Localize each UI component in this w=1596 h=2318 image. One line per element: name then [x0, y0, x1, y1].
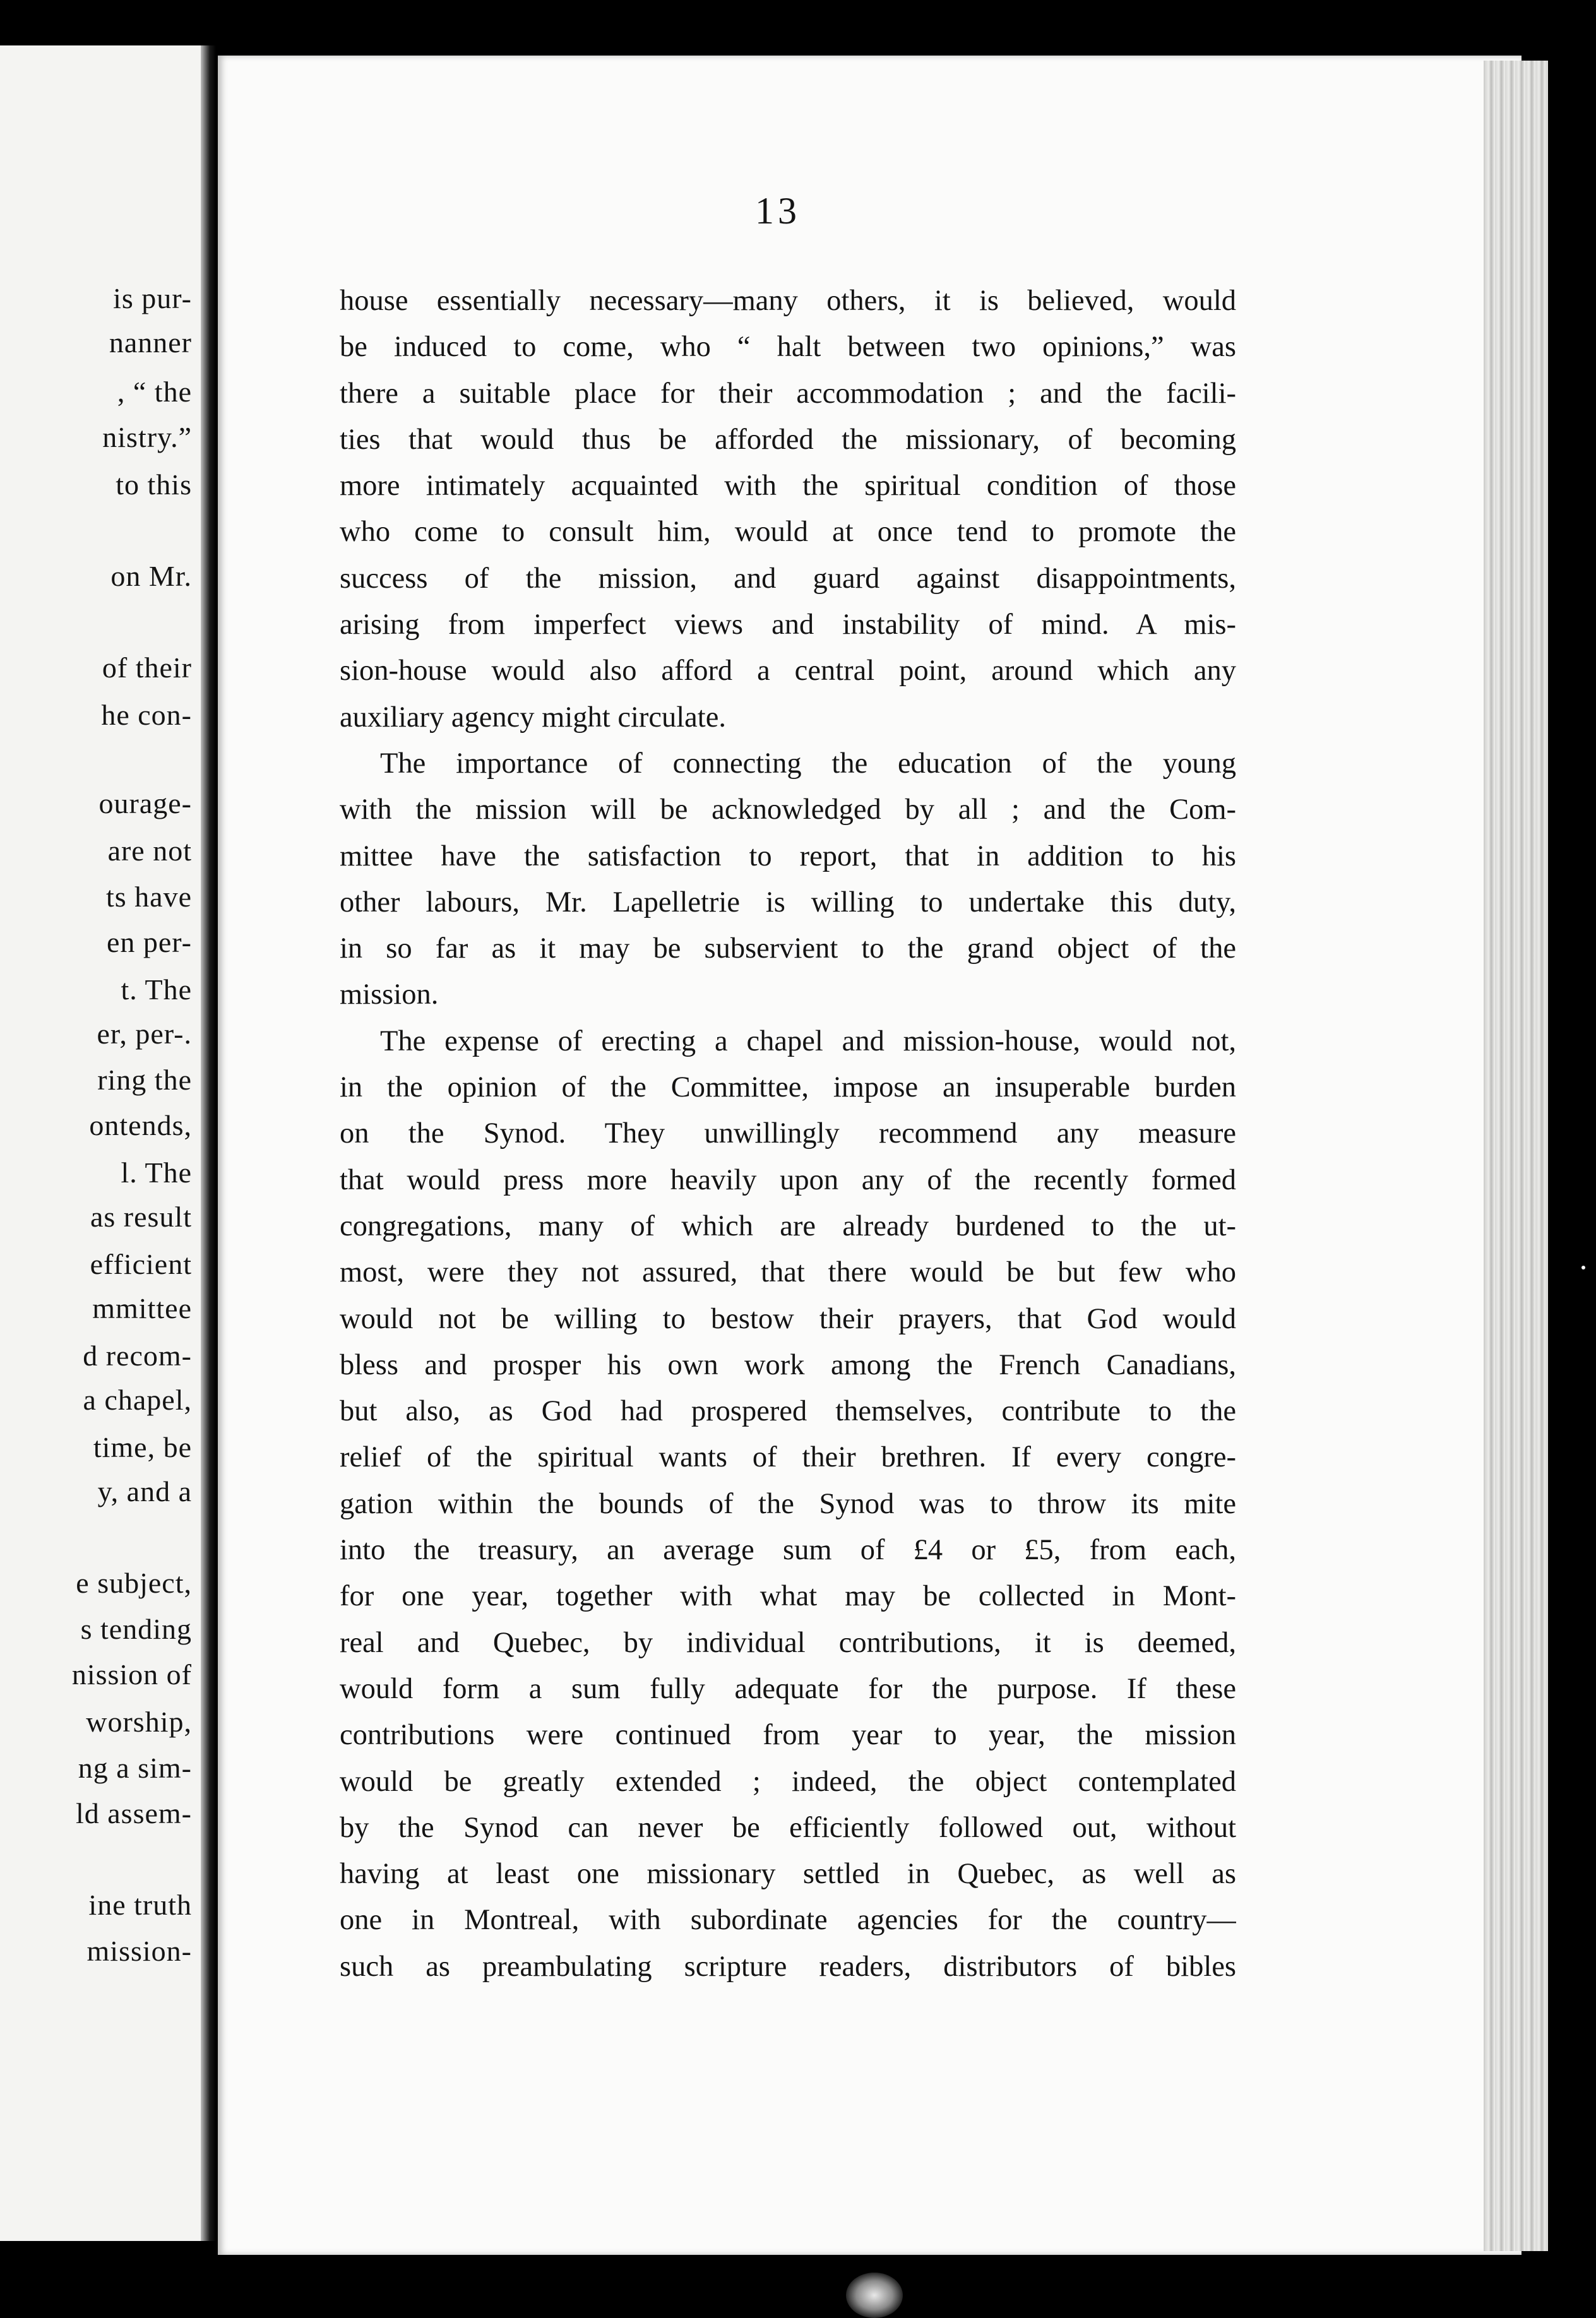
text-line: who come to consult him, would at once tend to promote the — [340, 516, 1236, 549]
text-line: success of the mission, and guard against disappointments, — [340, 562, 1236, 595]
text-line: The expense of erecting a chapel and mission-house, would not, — [380, 1025, 1236, 1057]
text-line: with the mission will be acknowledged by all ; and the Com- — [340, 793, 1236, 826]
facing-page-line: s tending — [80, 1613, 192, 1645]
facing-page-line: of their — [102, 651, 192, 684]
text-line: in the opinion of the Committee, impose an insuperable burden — [340, 1071, 1236, 1104]
facing-page-line: t. The — [121, 973, 192, 1006]
text-line: on the Synod. They unwillingly recommend any measure — [340, 1117, 1236, 1150]
text-line: having at least one missionary settled in Quebec, as well as — [340, 1858, 1236, 1891]
facing-page-line: ine truth — [88, 1889, 192, 1921]
facing-page-line: en per- — [106, 926, 192, 958]
facing-page — [0, 45, 201, 2241]
text-line: house essentially necessary—many others, it is believed, would — [340, 285, 1236, 317]
text-line: would form a sum fully adequate for the purpose. If these — [340, 1672, 1236, 1705]
facing-page-line: mission- — [86, 1935, 192, 1967]
facing-page-line: on Mr. — [110, 560, 192, 592]
facing-page-line: y, and a — [97, 1475, 192, 1507]
facing-page-line: l. The — [121, 1156, 192, 1189]
page-edges — [1484, 61, 1548, 2251]
text-line: most, were they not assured, that there would be but few who — [340, 1256, 1236, 1289]
facing-page-line: e subject, — [76, 1567, 192, 1599]
text-line: auxiliary agency might circulate. — [340, 701, 726, 734]
text-line: relief of the spiritual wants of their brethren. If every congre- — [340, 1441, 1236, 1474]
facing-page-line: he con- — [101, 699, 192, 731]
text-line: by the Synod can never be efficiently followed out, without — [340, 1811, 1236, 1844]
text-line: one in Montreal, with subordinate agencies for the country— — [340, 1904, 1236, 1937]
facing-page-line: ring the — [97, 1064, 192, 1096]
text-line: congregations, many of which are already burdened to the ut- — [340, 1210, 1236, 1242]
text-line: would not be willing to bestow their prayers, that God would — [340, 1302, 1236, 1335]
text-line: gation within the bounds of the Synod was to throw its mite — [340, 1487, 1236, 1520]
facing-page-line: ourage- — [98, 787, 192, 819]
text-line: arising from imperfect views and instability of mind. A mis- — [340, 609, 1236, 641]
text-line: ties that would thus be afforded the missionary, of becoming — [340, 423, 1236, 456]
body-text — [340, 278, 1236, 1990]
text-line: would be greatly extended ; indeed, the object contemplated — [340, 1765, 1236, 1798]
text-line: into the treasury, an average sum of £4 or £5, from each, — [340, 1534, 1236, 1567]
facing-page-line: time, be — [93, 1431, 192, 1463]
text-line: such as preambulating scripture readers, distributors of bibles — [340, 1950, 1236, 1983]
scan-dust — [1581, 1266, 1585, 1269]
text-line: in so far as it may be subservient to the grand object of the — [340, 932, 1236, 965]
text-line: be induced to come, who “ halt between two opinions,” was — [340, 331, 1236, 364]
text-line: other labours, Mr. Lapelletrie is willing to undertake this duty, — [340, 886, 1236, 918]
text-line: mittee have the satisfaction to report, that in addition to his — [340, 840, 1236, 872]
facing-page-line: d recom- — [83, 1340, 192, 1372]
text-line: more intimately acquainted with the spiritual condition of those — [340, 470, 1236, 502]
facing-page-line: ontends, — [89, 1109, 192, 1141]
text-line: but also, as God had prospered themselves, contribute to the — [340, 1395, 1236, 1428]
text-line: contributions were continued from year to year, the mission — [340, 1719, 1236, 1752]
page-number: 13 — [755, 190, 801, 232]
facing-page-line: to this — [116, 468, 192, 501]
text-line: sion-house would also afford a central point, around which any — [340, 655, 1236, 687]
facing-page-line: , “ the — [117, 376, 192, 408]
facing-page-line: nanner — [109, 326, 192, 359]
book-gutter — [201, 45, 216, 2241]
text-line: real and Quebec, by individual contributions, it is deemed, — [340, 1626, 1236, 1659]
facing-page-line: efficient — [90, 1248, 192, 1280]
facing-page-line: ts have — [105, 881, 192, 913]
scan-artifact — [846, 2273, 903, 2318]
facing-page-line: ng a sim- — [78, 1752, 192, 1784]
facing-page-line: nistry.” — [102, 421, 192, 453]
facing-page-line: mmittee — [92, 1292, 192, 1324]
text-line: mission. — [340, 978, 439, 1011]
facing-page-line: as result — [90, 1201, 192, 1233]
facing-page-line: ld assem- — [75, 1797, 192, 1829]
text-line: The importance of connecting the education of the young — [380, 747, 1236, 780]
facing-page-line: nission of — [71, 1658, 192, 1691]
text-line: for one year, together with what may be collected in Mont- — [340, 1580, 1236, 1613]
facing-page-line: er, per-. — [97, 1018, 192, 1050]
facing-page-line: is pur- — [113, 282, 192, 314]
text-line: bless and prosper his own work among the French Canadians, — [340, 1348, 1236, 1381]
facing-page-line: are not — [107, 835, 192, 867]
text-line: there a suitable place for their accommodation ; and the facili- — [340, 377, 1236, 410]
facing-page-line: worship, — [86, 1706, 192, 1738]
text-line: that would press more heavily upon any of the recently formed — [340, 1163, 1236, 1196]
facing-page-line: a chapel, — [83, 1384, 192, 1416]
